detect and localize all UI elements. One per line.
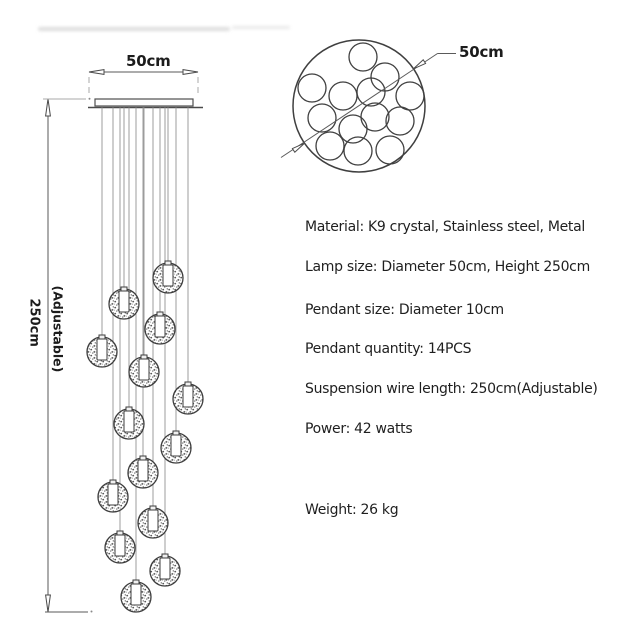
front-view-diagram bbox=[43, 70, 203, 613]
height-arrow-up-icon bbox=[46, 99, 51, 116]
pendant-ball bbox=[153, 261, 183, 293]
spec-pendant-size: Pendant size: Diameter 10cm bbox=[305, 302, 504, 318]
ceiling-plate-body bbox=[95, 99, 193, 106]
spec-power: Power: 42 watts bbox=[305, 421, 413, 437]
bulb-tube bbox=[138, 460, 148, 481]
bulb-tube bbox=[131, 584, 141, 605]
pendant-ball bbox=[129, 355, 159, 387]
bulb-tube bbox=[148, 510, 158, 531]
spec-weight: Weight: 26 kg bbox=[305, 502, 399, 518]
top-view-diagram bbox=[281, 40, 456, 172]
pendant-ball bbox=[105, 531, 135, 563]
spec-wire-length: Suspension wire length: 250cm(Adjustable) bbox=[305, 381, 598, 397]
spec-lamp-size: Lamp size: Diameter 50cm, Height 250cm bbox=[305, 259, 590, 275]
ceiling-plate bbox=[88, 99, 203, 108]
tick-dot-bottom bbox=[91, 611, 93, 613]
bulb-tube bbox=[183, 386, 193, 407]
bulb-tube bbox=[155, 316, 165, 337]
drop-height-label: 250cm bbox=[26, 298, 42, 347]
plate-width-label: 50cm bbox=[126, 52, 171, 70]
height-arrow-down-icon bbox=[46, 595, 51, 612]
diameter-arrow-lower-icon bbox=[292, 143, 304, 152]
bulb-tube bbox=[108, 484, 118, 505]
spec-pendant-quantity: Pendant quantity: 14PCS bbox=[305, 341, 472, 357]
drop-height-note: (Adjustable) bbox=[50, 285, 66, 373]
bulb-tube bbox=[160, 558, 170, 579]
pendant-ball bbox=[150, 554, 180, 586]
bulb-tube bbox=[171, 435, 181, 456]
bulb-tube bbox=[163, 265, 173, 286]
pendant-ball bbox=[114, 407, 144, 439]
pendant-ball bbox=[145, 312, 175, 344]
pendant-ball bbox=[98, 480, 128, 512]
width-arrow-right-icon bbox=[183, 70, 198, 75]
pendant-ball bbox=[121, 580, 151, 612]
bulb-tube bbox=[124, 411, 134, 432]
bulb-tube bbox=[115, 535, 125, 556]
tick-dot-top bbox=[89, 98, 91, 100]
bulb-tube bbox=[119, 291, 129, 312]
spec-material: Material: K9 crystal, Stainless steel, Metal bbox=[305, 219, 585, 235]
top-view-diameter-label: 50cm bbox=[459, 43, 504, 61]
plate-width-dimension bbox=[89, 70, 198, 97]
bulb-tube bbox=[139, 359, 149, 380]
pendant-balls bbox=[87, 261, 203, 612]
bulb-tube bbox=[97, 339, 107, 360]
pendant-ball bbox=[138, 506, 168, 538]
width-arrow-left-icon bbox=[89, 70, 104, 75]
diameter-arrow-upper-icon bbox=[414, 60, 426, 69]
pendant-ball bbox=[173, 382, 203, 414]
